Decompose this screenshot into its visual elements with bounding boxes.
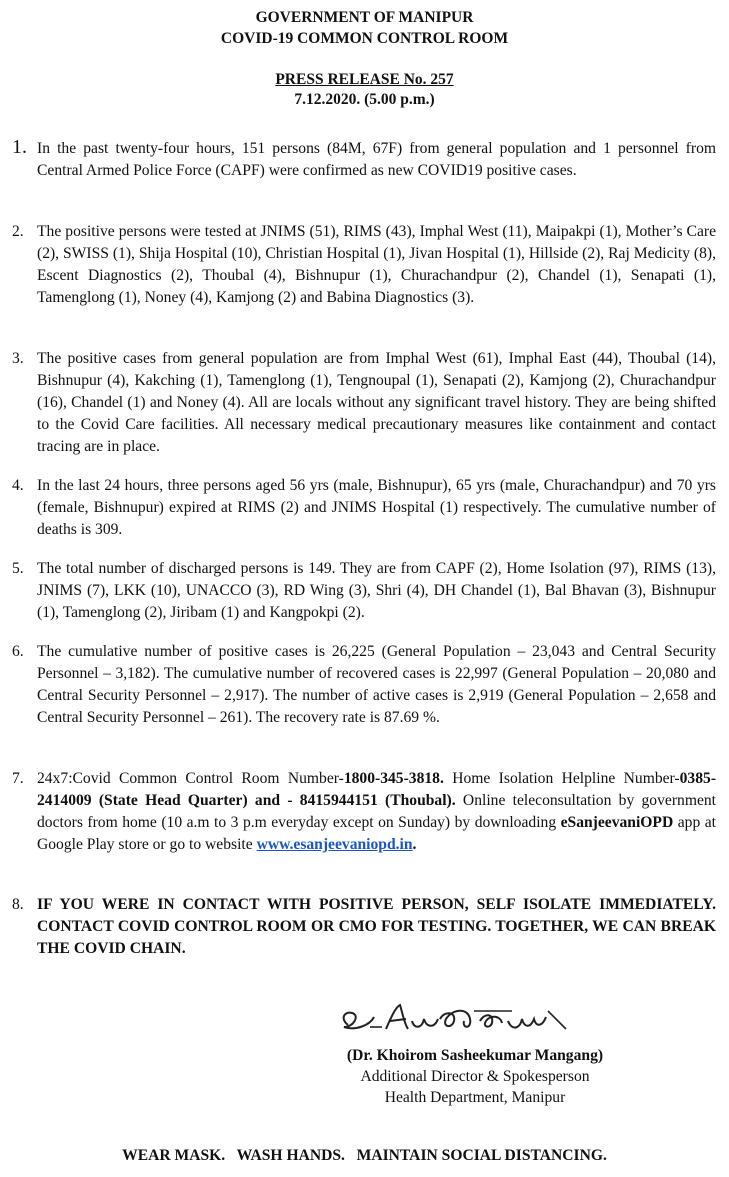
item-2 bbox=[12, 221, 716, 309]
header-control-room: COVID-19 COMMON CONTROL ROOM bbox=[220, 30, 509, 47]
item-text: In the past twenty-four hours, 151 persons (84M, 67F) from general population and 1 personnel from Central Armed Police Force (CAPF) were confirmed as new COVID19 positive cases. bbox=[37, 140, 716, 179]
item-number: 8. bbox=[12, 896, 24, 913]
item-text: The positive persons were tested at JNIMS (51), RIMS (43), Imphal West (11), Maipakpi (1), Mother’s Care (2), SWISS (1), Shija Hospital (10), Christian Hospital (1), Jivan Hospital (1), Hillside (2), Raj Medicity (8), Escent Diagnostics (2), Thoubal (4), Bishnupur (1), Churachandpur (2), Chandel (1), Senapati (1), Tamenglong (1), Noney (4), Kamjong (2) and Babina Diagnostics (3). bbox=[37, 223, 716, 306]
item-6 bbox=[12, 641, 716, 729]
signer-department: Health Department, Manipur bbox=[384, 1089, 566, 1106]
item-text: In the last 24 hours, three persons aged 56 yrs (male, Bishnupur), 65 yrs (male, Churachandpur) and 70 yrs (female, Bishnupur) expired at RIMS (2) and JNIMS Hospital (1) respectively. The cumulative number of deaths is 309. bbox=[37, 477, 716, 538]
signer-name: (Dr. Khoirom Sasheekumar Mangang) bbox=[346, 1047, 604, 1064]
header-government: GOVERNMENT OF MANIPUR bbox=[255, 9, 474, 26]
item-3 bbox=[12, 348, 716, 458]
item-text-appeal: IF YOU WERE IN CONTACT WITH POSITIVE PERSON, SELF ISOLATE IMMEDIATELY. CONTACT COVID CONTROL ROOM OR CMO FOR TESTING. TOGETHER, WE CAN BREAK THE COVID CHAIN. bbox=[37, 896, 716, 957]
item-number: 7. bbox=[12, 770, 24, 787]
teleconsultation-text: Online teleconsultation by government doctors from home (10 a.m to 3 p.m everyday except on Sunday) by downloading bbox=[37, 792, 716, 831]
footer-slogan: WEAR MASK. WASH HANDS. MAINTAIN SOCIAL DISTANCING. bbox=[122, 1147, 607, 1164]
signature-image bbox=[330, 997, 590, 1047]
sentence-end: . bbox=[412, 836, 417, 853]
item-text: The cumulative number of positive cases is 26,225 (General Population – 23,043 and Central Security Personnel – 3,182). The cumulative number of recovered cases is 22,997 (General Population – 20,080 and Central Security Personnel – 2,917). The number of active cases is 2,919 (General Population – 2,658 and Central Security Personnel – 261). The recovery rate is 87.69 %. bbox=[37, 643, 716, 726]
item-text bbox=[37, 768, 716, 856]
website-text: app at Google Play store or go to website bbox=[37, 814, 716, 853]
website-link[interactable]: www.esanjeevaniopd.in bbox=[256, 836, 413, 853]
item-text: The positive cases from general population are from Imphal West (61), Imphal East (44), Thoubal (14), Bishnupur (4), Kakching (1), Tamenglong (1), Tengnoupal (1), Senapati (2), Kamjong (2), Churachandpur (16), Chandel (1) and Noney (4). All are locals without any significant travel history. They are being shifted to the Covid Care facilities. All necessary medical precautionary measures like containment and contact tracing are in place. bbox=[37, 350, 716, 455]
item-text: The total number of discharged persons is 149. They are from CAPF (2), Home Isolation (97), RIMS (13), JNIMS (7), LKK (10), UNACCO (3), RD Wing (3), Shri (4), DH Chandel (1), Bal Bhavan (3), Bishnupur (1), Tamenglong (2), Jiribam (1) and Kangpokpi (2). bbox=[37, 560, 716, 621]
item-number: 4. bbox=[12, 477, 24, 494]
item-number: 5. bbox=[12, 560, 24, 577]
item-number: 6. bbox=[12, 643, 24, 660]
press-release-date: 7.12.2020. (5.00 p.m.) bbox=[294, 91, 435, 108]
helpline-label: Home Isolation Helpline Number- bbox=[443, 770, 680, 787]
item-number: 2. bbox=[12, 223, 24, 240]
item-1 bbox=[12, 138, 716, 182]
item-8 bbox=[12, 894, 716, 960]
control-room-label: 24x7:Covid Common Control Room Number- bbox=[37, 770, 344, 787]
item-4 bbox=[12, 475, 716, 541]
item-number: 1. bbox=[12, 136, 27, 158]
item-7 bbox=[12, 768, 716, 856]
app-name: eSanjeevaniOPD bbox=[560, 814, 674, 831]
helpline-numbers: 0385-2414009 (State Head Quarter) and - 8415944151 (Thoubal). bbox=[37, 770, 717, 809]
control-room-number: 1800-345-3818. bbox=[343, 770, 444, 787]
item-5 bbox=[12, 558, 716, 624]
signer-title: Additional Director & Spokesperson bbox=[360, 1068, 590, 1085]
item-number: 3. bbox=[12, 350, 24, 367]
press-release-number: PRESS RELEASE No. 257 bbox=[275, 71, 454, 88]
